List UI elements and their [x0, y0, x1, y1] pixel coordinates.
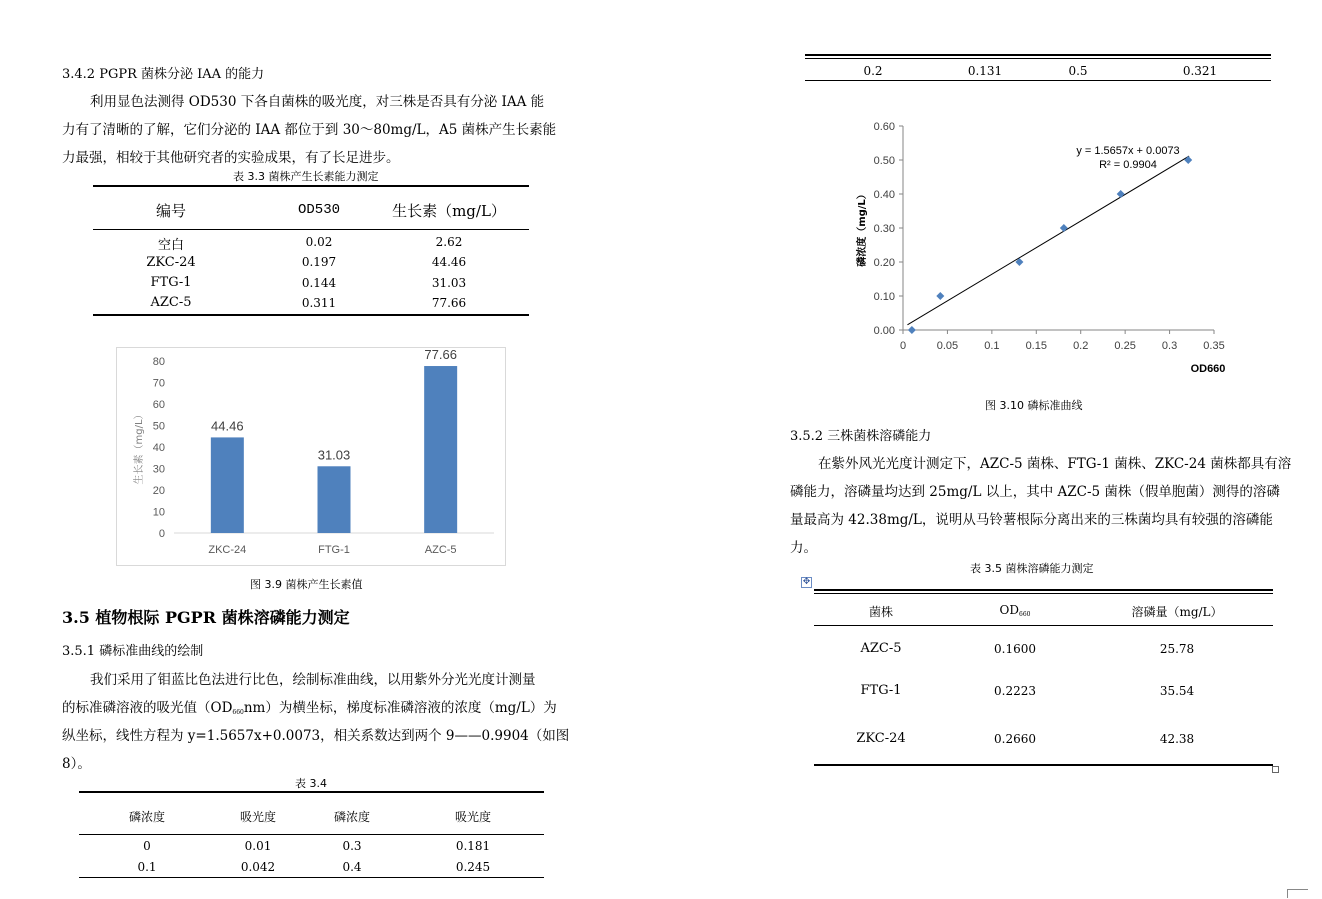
table-cell: 0.1600: [994, 642, 1036, 656]
paragraph-line: 磷能力，溶磷量均达到 25mg/L 以上，其中 AZC-5 菌株（假单胞菌）测得的溶磷: [790, 484, 1280, 500]
table-cell: 0.197: [301, 255, 337, 269]
data-label: 77.66: [424, 347, 457, 363]
table-3-4: [79, 791, 544, 881]
paragraph-line: [62, 696, 557, 716]
y-tick-label: 70: [152, 377, 165, 390]
table-3-3: [93, 185, 529, 317]
data-point: [908, 326, 916, 334]
table-cell: 0.4: [342, 860, 362, 874]
table-3-4-continued: [805, 54, 1271, 84]
y-tick-label: 10: [152, 506, 165, 519]
paragraph-text: 的标准磷溶液的吸光值（OD: [62, 700, 233, 716]
table-cell: 77.66: [431, 296, 467, 310]
subscript: 660: [1019, 611, 1031, 618]
table-header-cell: 磷浓度: [333, 810, 370, 824]
y-tick-label: 0: [158, 528, 165, 540]
y-tick-label: 80: [152, 356, 165, 368]
paragraph-line: 纵坐标，线性方程为 y=1.5657x+0.0073，相关系数达到两个 9——0.9904（如图: [62, 728, 570, 744]
y-tick-label: 0.10: [873, 291, 895, 303]
y-axis-title: 磷浓度（mg/L）: [857, 189, 868, 267]
header-text: OD: [999, 603, 1019, 617]
y-tick-label: 0.40: [873, 189, 895, 201]
paragraph-text: nm）为横坐标，梯度标准磷溶液的浓度（mg/L）为: [243, 700, 557, 716]
table-header-cell: OD530: [297, 202, 340, 218]
table-cell: 44.46: [431, 255, 467, 269]
table-cell: 2.62: [435, 235, 463, 249]
paragraph-line: 量最高为 42.38mg/L，说明从马铃薯根际分离出来的三株菌均具有较强的溶磷能: [790, 512, 1273, 528]
x-tick-label: 0.35: [1203, 340, 1225, 352]
table-cell: 0.181: [455, 839, 491, 853]
y-tick-label: 0.30: [873, 223, 895, 235]
table-cell: 0.1: [137, 860, 157, 874]
section-3-5-2-heading: 3.5.2 三株菌株溶磷能力: [790, 429, 932, 444]
table-cell: 35.54: [1159, 684, 1195, 698]
table-cell: 31.03: [431, 276, 467, 290]
table-cell: 0.2660: [994, 732, 1036, 746]
y-tick-label: 0.20: [873, 257, 895, 269]
data-point: [1060, 224, 1068, 232]
table-header-cell: 磷浓度: [128, 810, 165, 824]
table-cell: ZKC-24: [856, 731, 906, 746]
resize-handle-icon[interactable]: [1272, 766, 1279, 773]
trendline-equation: y = 1.5657x + 0.0073: [1076, 145, 1180, 157]
table-cell: 0.2: [863, 64, 883, 78]
x-tick-label: 0.25: [1114, 340, 1136, 352]
paragraph-line: 力有了清晰的了解，它们分泌的 IAA 都位于到 30～80mg/L，A5 菌株产生长素能: [62, 122, 557, 138]
table-cell: 0.311: [301, 296, 337, 310]
table-cell: 0.042: [240, 860, 276, 874]
data-point: [1184, 156, 1192, 164]
table-header-cell: 溶磷量（mg/L）: [1131, 605, 1223, 619]
page-corner-icon: [1287, 889, 1308, 898]
table-cell: 42.38: [1159, 732, 1195, 746]
x-tick-label: 0.05: [936, 340, 959, 352]
figure-3-10-caption: 图 3.10 磷标准曲线: [985, 399, 1083, 412]
section-3-5-1-heading: 3.5.1 磷标准曲线的绘制: [62, 644, 204, 659]
paragraph-line: 力最强，相较于其他研究者的实验成果，有了长足进步。: [62, 150, 400, 166]
table-cell: FTG-1: [860, 683, 902, 698]
table-header-cell: 吸光度: [239, 810, 276, 824]
table-cell: AZC-5: [860, 641, 902, 656]
x-tick-label: AZC-5: [424, 544, 457, 556]
table-header-cell: 生长素（mg/L）: [392, 202, 506, 220]
figure-3-9-caption: 图 3.9 菌株产生长素值: [250, 578, 363, 591]
x-tick-label: FTG-1: [318, 544, 350, 556]
data-label: 44.46: [211, 418, 244, 434]
table-cell: 0.5: [1068, 64, 1088, 78]
table-cell: 0.2223: [994, 684, 1036, 698]
table-header-cell: [975, 603, 1055, 618]
x-tick-label: 0: [899, 340, 907, 352]
y-tick-label: 50: [152, 420, 165, 433]
table-cell: 25.78: [1159, 642, 1195, 656]
bar-chart-growth-hormone: [116, 347, 506, 566]
y-tick-label: 40: [152, 442, 165, 454]
bar: [211, 437, 244, 533]
x-axis-title: OD660: [1190, 363, 1226, 375]
y-tick-label: 0.50: [873, 155, 895, 167]
table-cell: 0.144: [301, 276, 337, 290]
table-3-5: [814, 589, 1273, 769]
table-cell: ZKC-24: [146, 255, 196, 270]
paragraph-line: 在紫外风光光度计测定下，AZC-5 菌株、FTG-1 菌株、ZKC-24 菌株都具有溶: [818, 456, 1292, 472]
table-cell: 空白: [157, 238, 184, 253]
bar: [318, 466, 351, 533]
table-header-cell: 编号: [155, 202, 186, 220]
table-3-4-caption: 表 3.4: [295, 777, 327, 790]
x-tick-label: 0.1: [984, 340, 1000, 352]
x-tick-label: 0.15: [1025, 340, 1047, 352]
data-point: [936, 292, 944, 300]
paragraph-line: 利用显色法测得 OD530 下各自菌株的吸光度，对三株是否具有分泌 IAA 能: [90, 94, 545, 110]
section-3-5-heading: 3.5 植物根际 PGPR 菌株溶磷能力测定: [62, 608, 350, 627]
y-tick-label: 0.60: [873, 121, 895, 133]
paragraph-line: 8）。: [62, 756, 91, 772]
r-squared-label: R² = 0.9904: [1099, 159, 1157, 171]
paragraph-line: 力。: [790, 540, 817, 556]
table-cell: 0: [143, 839, 151, 853]
trendline: [907, 156, 1189, 325]
table-3-3-caption: 表 3.3 菌株产生长素能力测定: [233, 170, 379, 183]
scatter-chart-phosphorus-standard: [850, 112, 1240, 380]
x-tick-label: 0.2: [1073, 340, 1089, 352]
section-3-4-2-heading: 3.4.2 PGPR 菌株分泌 IAA 的能力: [62, 67, 265, 82]
y-tick-label: 0.00: [873, 325, 895, 337]
move-handle-icon[interactable]: ✥: [802, 577, 811, 587]
x-tick-label: ZKC-24: [208, 544, 247, 556]
y-tick-label: 30: [152, 463, 165, 476]
x-tick-label: 0.3: [1161, 340, 1178, 352]
data-label: 31.03: [317, 447, 351, 463]
y-axis-title: 生长素（mg/L）: [134, 409, 145, 485]
subscript: 660: [232, 709, 244, 716]
data-point: [1117, 190, 1125, 198]
bar: [424, 366, 457, 533]
y-tick-label: 20: [152, 485, 165, 497]
table-cell: 0.01: [244, 839, 272, 853]
table-cell: AZC-5: [150, 295, 192, 310]
table-header-cell: 菌株: [868, 605, 893, 619]
table-cell: 0.131: [967, 64, 1003, 78]
table-cell: 0.321: [1182, 64, 1218, 78]
y-tick-label: 60: [152, 399, 165, 411]
table-header-cell: 吸光度: [454, 810, 491, 824]
table-3-5-caption: 表 3.5 菌株溶磷能力测定: [970, 562, 1094, 575]
paragraph-line: 我们采用了钼蓝比色法进行比色，绘制标准曲线，以用紫外分光光度计测量: [90, 672, 536, 688]
table-cell: 0.245: [455, 860, 491, 874]
table-cell: FTG-1: [150, 275, 192, 290]
table-cell: 0.3: [342, 839, 362, 853]
table-cell: 0.02: [305, 235, 333, 249]
